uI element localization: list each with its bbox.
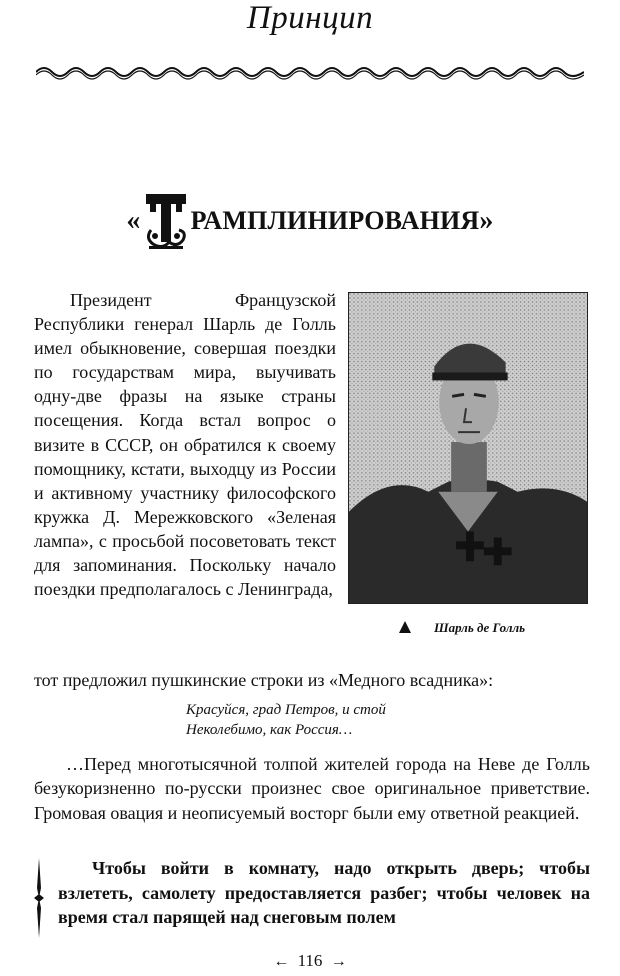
paragraph-1-column: Президент Французской Республики генерал Шарль де Голль имел обыкновение, совершая поездки по государствам мира, выучивать одну-две фразы на языке страны посещения. Когда встал вопрос о визите в СССР, он обратился к своему помощнику, кстати, выходцу из России и активному участнику философского кружка Д. Мережковского «Зеленая лампа», с просьбой посоветовать текст для запоминания. Поскольку начало поездки предполагалось с Ленинграда, xyxy=(34,290,336,600)
page-number: 116 xyxy=(297,951,323,970)
verse-quote xyxy=(186,700,506,740)
ornamental-dropcap-t xyxy=(143,190,189,252)
ornamental-wave-rule xyxy=(36,62,584,82)
photo-caption: Шарль де Голль xyxy=(434,620,526,635)
paragraph-2: …Перед многотысячной толпой жителей города на Неве де Голль безукоризненно по-русски произнес свое оригинальное приветствие. Громовая овация и неописуемый восторг были ему ответной реакцией. xyxy=(34,754,590,823)
chapter-title-text: РАМПЛИНИРОВАНИЯ xyxy=(190,206,480,235)
paragraph-1-continuation: тот предложил пушкинские строки из «Медного всадника»: xyxy=(34,670,494,690)
vertical-ornament-bar xyxy=(32,858,46,938)
chapter-title xyxy=(0,186,620,256)
left-arrow-icon: ← xyxy=(273,953,290,970)
portrait-photo xyxy=(348,292,588,604)
verse-line: Неколебимо, как Россия… xyxy=(186,722,353,738)
page-footer xyxy=(0,950,620,973)
motto-paragraph: Чтобы войти в комнату, надо открыть дверь; чтобы взлететь, самолету предоставляется разбег; чтобы человек на время стал парящей над снеговым полем xyxy=(58,858,590,928)
verse-line: Красуйся, град Петров, и стой xyxy=(186,702,386,718)
right-arrow-icon: → xyxy=(330,953,347,970)
close-quote: » xyxy=(479,205,494,236)
open-quote: « xyxy=(126,205,141,236)
triangle-marker-icon xyxy=(398,620,412,634)
running-head: Принцип xyxy=(246,0,374,36)
